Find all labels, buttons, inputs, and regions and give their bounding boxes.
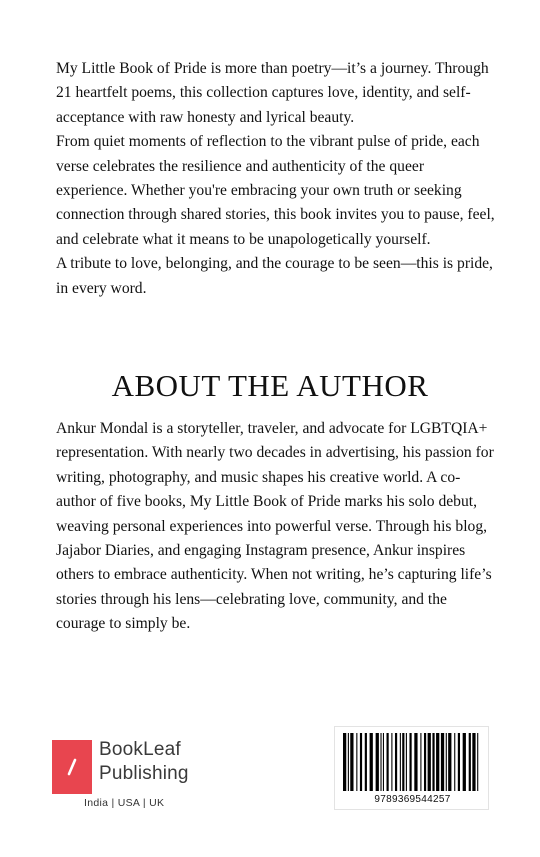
barcode-bar [477, 733, 478, 791]
barcode-bar [448, 733, 451, 791]
author-bio-text: Ankur Mondal is a storyteller, traveler, and advocate for LGBTQIA+ representation. With nearly two decades in advertising, his passion for writing, photography, and music shapes his creative world. A co-author of five books, My Little Book of Pride marks his solo debut, weaving personal experiences into powerful verse. Through his blog, Jajabor Diaries, and engaging Instagram presence, Ankur inspires others to embrace authenticity. When not writing, he’s capturing life’s stories through his lens—celebrating love, community, and the courage to simply be. [56, 420, 494, 633]
barcode-bars [343, 733, 482, 791]
barcode-bar [391, 733, 392, 791]
barcode-bar [441, 733, 444, 791]
publisher-name [99, 738, 189, 786]
barcode-bar [406, 733, 407, 791]
blurb-paragraph-3: A tribute to love, belonging, and the courage to be seen—this is pride, in every word. [56, 255, 493, 297]
isbn-number: 9789369544257 [374, 794, 451, 805]
barcode-bar [348, 733, 349, 791]
barcode-bar [383, 733, 384, 791]
barcode-bar [350, 733, 353, 791]
about-author-heading: ABOUT THE AUTHOR [111, 368, 429, 403]
barcode-bar [400, 733, 401, 791]
barcode-bar [356, 733, 357, 791]
barcode-bar [463, 733, 466, 791]
barcode-bar [428, 733, 431, 791]
barcode-bar [424, 733, 426, 791]
barcode-bar [446, 733, 447, 791]
barcode-bar [472, 733, 475, 791]
barcode-bar [387, 733, 389, 791]
publisher-name-line1: BookLeaf [99, 739, 181, 760]
barcode-bar [454, 733, 455, 791]
barcode-bar [414, 733, 417, 791]
blurb-paragraph-1: My Little Book of Pride is more than poetry—it’s a journey. Through 21 heartfelt poems, this collection captures love, identity, and self-acceptance with raw honesty and lyrical beauty. [56, 60, 489, 126]
isbn-barcode [334, 726, 489, 810]
publisher-logo [52, 738, 222, 818]
barcode-bar [360, 733, 362, 791]
barcode-bar [380, 733, 381, 791]
barcode-bar [469, 733, 471, 791]
barcode-bar [436, 733, 439, 791]
barcode-bar [370, 733, 373, 791]
barcode-bar [365, 733, 367, 791]
book-blurb [56, 57, 496, 301]
barcode-bar [409, 733, 411, 791]
barcode-bar [402, 733, 404, 791]
barcode-bar [458, 733, 460, 791]
barcode-bar [343, 733, 346, 791]
publisher-regions: India | USA | UK [84, 797, 165, 809]
author-bio [56, 417, 496, 637]
blurb-paragraph-2: From quiet moments of reflection to the vibrant pulse of pride, each verse celebrates the resilience and authenticity of the queer experience. Whether you're embracing your own truth or seeking connection through shared stories, this book invites you to pause, feel, and celebrate what it means to be unapologetically yourself. [56, 133, 495, 248]
barcode-bar [376, 733, 379, 791]
slash-icon [52, 740, 92, 794]
publisher-name-line2: Publishing [99, 763, 189, 784]
barcode-bar [420, 733, 421, 791]
barcode-bar [432, 733, 434, 791]
publisher-logo-mark [52, 740, 92, 794]
barcode-bar [395, 733, 397, 791]
